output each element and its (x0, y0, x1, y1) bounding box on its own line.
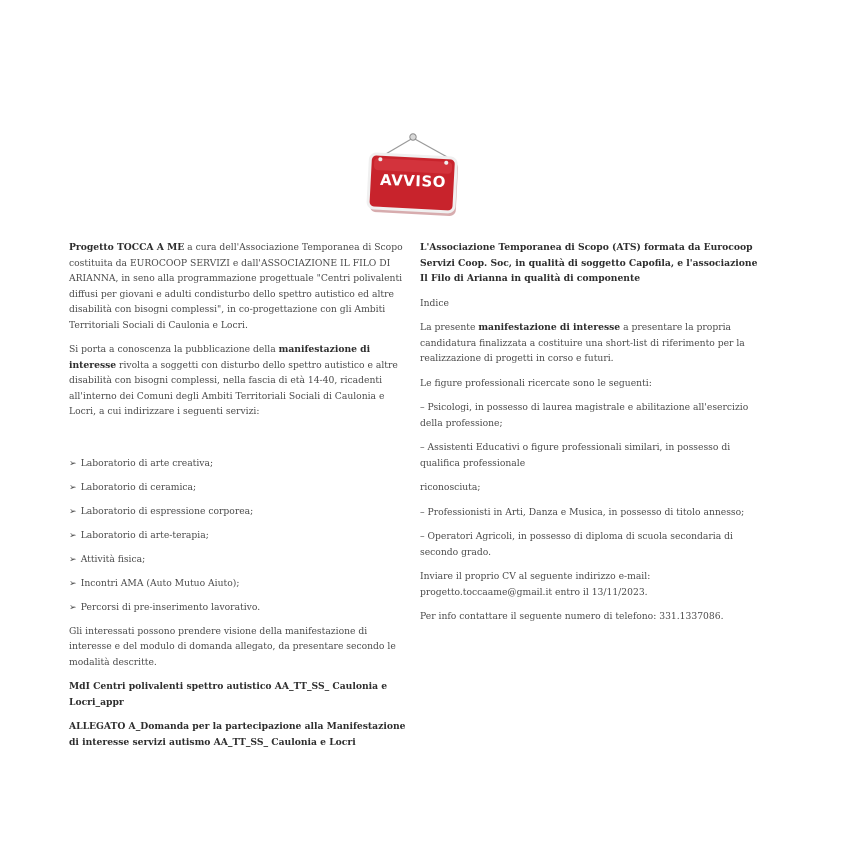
figures-intro: Le figure professionali ricercate sono le seguenti: (420, 377, 652, 389)
intro-text: a cura dell'Associazione Temporanea di Scopo costituita da EUROCOOP SERVIZI e dall'ASSOCIAZIONE IL FILO DI ARIANNA, in seno alla programmazione progettuale "Centri polivalenti diffusi per giovani e adulti condisturbo dello spettro autistico ed altre disabilità con bisogni complessi", in co-progettazione con gli Ambiti Territoriali Sociali di Caulonia e Locri. (69, 242, 403, 331)
announcement-bold: manifestazione di interesse (69, 344, 371, 371)
purpose-paragraph: La presente manifestazione di interesse a presentare la propria candidatura finalizzata a costituire una short-list di riferimento per la realizzazione di progetti in corso e futuri. (420, 322, 745, 364)
indice-label: Indice (420, 297, 449, 309)
intro-paragraph (69, 240, 409, 333)
figure-assistenti: – Assistenti Educativi o figure professionali similari, in possesso di qualifica professionale (420, 442, 731, 469)
list-item: ➢ Incontri AMA (Auto Mutuo Aiuto); (69, 577, 240, 589)
figure-assistenti-cont: riconosciuta; (420, 482, 481, 493)
announcement-end: rivolta a soggetti con disturbo dello spettro autistico e altre disabilità con bisogni complessi, nella fascia di età 14-40, ricadenti all'interno dei Comuni degli Ambiti Territoriali Sociali di Caulonia e Locri, a cui indirizzare i seguenti servizi: (69, 359, 398, 417)
list-item: ➢ Percorsi di pre-inserimento lavorativo. (69, 601, 261, 613)
arrow-icon: ➢ (69, 481, 77, 493)
info-paragraph: Gli interessati possono prendere visione della manifestazione di interesse e del modulo di domanda allegato, da presentare secondo le modalità descritte. (69, 625, 396, 668)
figure-professionisti: – Professionisti in Arti, Danza e Musica, in possesso di titolo annesso; (420, 506, 745, 518)
arrow-icon: ➢ (69, 505, 77, 517)
arrow-icon: ➢ (69, 601, 77, 613)
email-paragraph: Inviare il proprio CV al seguente indirizzo e-mail: progetto.toccaame@gmail.it entro il 13/11/2023. (420, 571, 651, 598)
announcement-start: Si porta a conoscenza la pubblicazione della (69, 344, 279, 355)
avviso-sign (365, 128, 461, 220)
avviso-label: AVVISO (379, 170, 447, 192)
announcement-paragraph (69, 342, 409, 420)
list-item: ➢ Attività fisica; (69, 553, 146, 565)
document-link-allegato[interactable]: ALLEGATO A_Domanda per la partecipazione alla Manifestazione di interesse servizi autismo AA_TT_SS_ Caulonia e Locri (69, 721, 406, 748)
list-item: ➢ Laboratorio di arte creativa; (69, 457, 214, 469)
right-column (420, 240, 760, 634)
list-item: ➢ Laboratorio di ceramica; (69, 481, 197, 493)
figure-operatori: – Operatori Agricoli, in possesso di diploma di scuola secondaria di secondo grado. (420, 531, 733, 558)
list-item: ➢ Laboratorio di espressione corporea; (69, 505, 254, 517)
project-name: Progetto TOCCA A ME (69, 242, 185, 253)
phone-paragraph: Per info contattare il seguente numero di telefono: 331.1337086. (420, 611, 724, 622)
services-list (69, 456, 409, 616)
left-column (69, 240, 409, 759)
arrow-icon: ➢ (69, 577, 77, 589)
arrow-icon: ➢ (69, 553, 77, 565)
right-heading: L'Associazione Temporanea di Scopo (ATS) formata da Eurocoop Servizi Coop. Soc, in qualità di soggetto Capofila, e l'associazione Il Filo di Arianna in qualità di componente (420, 242, 758, 284)
arrow-icon: ➢ (69, 529, 77, 541)
purpose-bold: manifestazione di interesse (478, 322, 621, 333)
arrow-icon: ➢ (69, 457, 77, 469)
list-item: ➢ Laboratorio di arte-terapia; (69, 529, 209, 541)
document-link-mdi[interactable]: MdI Centri polivalenti spettro autistico AA_TT_SS_ Caulonia e Locri_appr (69, 681, 388, 708)
figure-psicologi: – Psicologi, in possesso di laurea magistrale e abilitazione all'esercizio della professione; (420, 402, 749, 429)
